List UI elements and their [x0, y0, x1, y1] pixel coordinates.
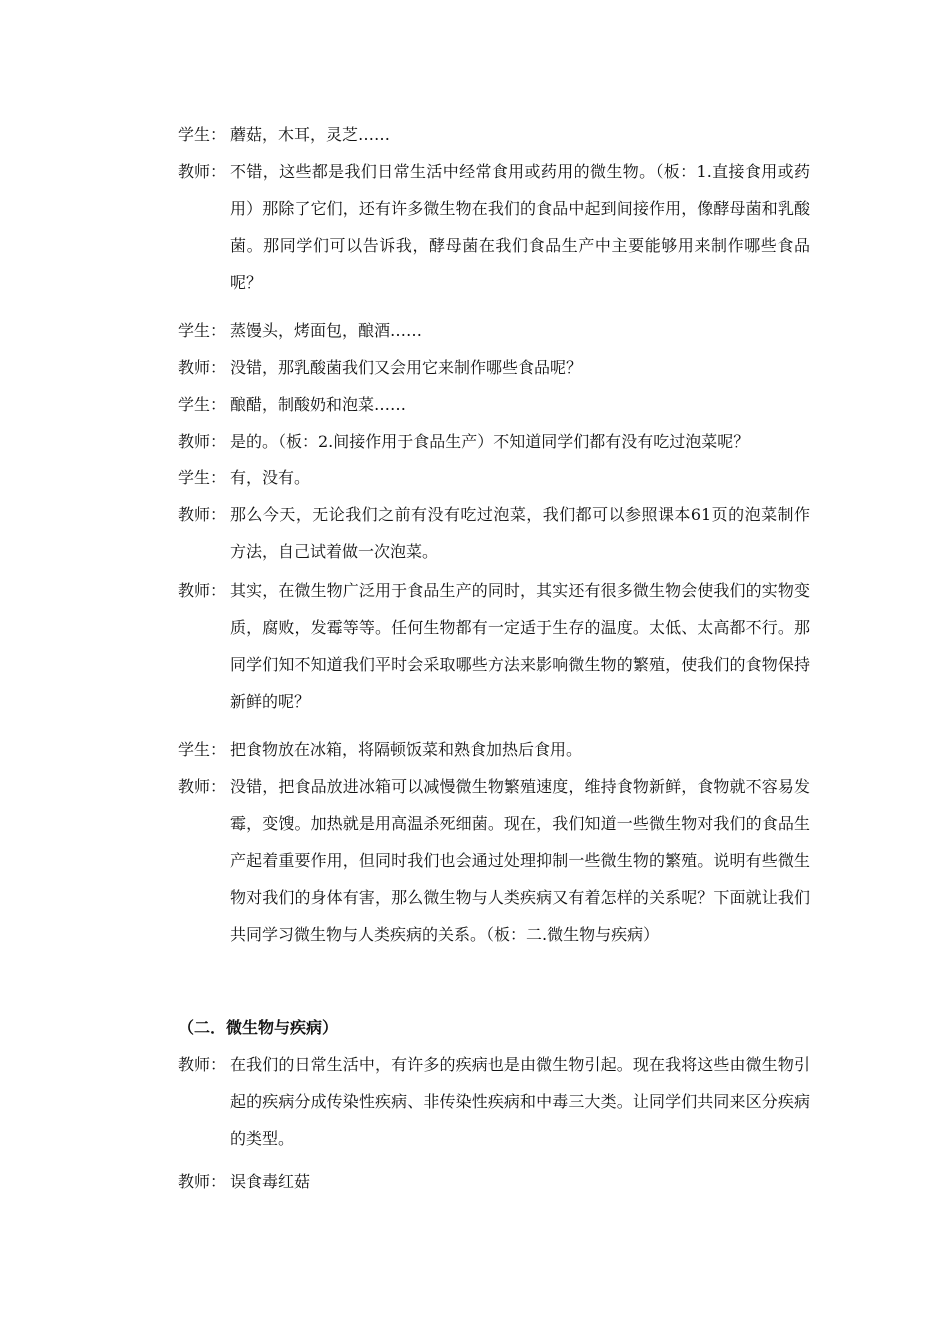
- dialogue-text: 蒸馒头，烤面包，酿酒……: [230, 321, 423, 340]
- dialogue-entry: [178, 459, 810, 496]
- speaker-label: 教师：: [178, 1172, 227, 1191]
- dialogue-text: 没错，把食品放进冰箱可以减慢微生物繁殖速度，维持食物新鲜，食物就不容易发霉，变馊。加热就是用高温杀死细菌。现在，我们知道一些微生物对我们的食品生产起着重要作用，但同时我们也会通过处理抑制一些微生物的繁殖。说明有些微生物对我们的身体有害，那么微生物与人类疾病又有着怎样的关系呢？下面就让我们共同学习微生物与人类疾病的关系。（板：二.微生物与疾病）: [230, 777, 810, 944]
- dialogue-text: 那么今天，无论我们之前有没有吃过泡菜，我们都可以参照课本61页的泡菜制作方法，自己试着做一次泡菜。: [230, 505, 810, 561]
- dialogue-entry: [178, 423, 810, 460]
- speaker-label: 教师：: [178, 777, 227, 796]
- speaker-label: 学生：: [178, 740, 227, 759]
- dialogue-entry: [178, 572, 810, 720]
- section-heading: （二．微生物与疾病）: [178, 1018, 339, 1037]
- speaker-label: 学生：: [178, 468, 227, 487]
- speaker-label: 教师：: [178, 432, 227, 451]
- dialogue-entry: [178, 1046, 810, 1157]
- speaker-label: 教师：: [178, 358, 227, 377]
- dialogue-text: 没错，那乳酸菌我们又会用它来制作哪些食品呢？: [230, 358, 583, 377]
- speaker-label: 教师：: [178, 505, 227, 524]
- dialogue-entry: [178, 496, 810, 570]
- dialogue-text: 是的。（板：2.间接作用于食品生产）不知道同学们都有没有吃过泡菜呢？: [230, 432, 750, 451]
- dialogue-text: 蘑菇，木耳，灵芝……: [230, 125, 391, 144]
- dialogue-text: 不错，这些都是我们日常生活中经常食用或药用的微生物。（板：1.直接食用或药用）那除了它们，还有许多微生物在我们的食品中起到间接作用，像酵母菌和乳酸菌。那同学们可以告诉我，酵母菌在我们食品生产中主要能够用来制作哪些食品呢？: [230, 162, 810, 292]
- dialogue-text: 有，没有。: [230, 468, 311, 487]
- speaker-label: 教师：: [178, 1055, 227, 1074]
- dialogue-entry: [178, 386, 810, 423]
- dialogue-text: 其实，在微生物广泛用于食品生产的同时，其实还有很多微生物会使我们的实物变质，腐败，发霉等等。任何生物都有一定适于生存的温度。太低、太高都不行。那同学们知不知道我们平时会采取哪些方法来影响微生物的繁殖，使我们的食物保持新鲜的呢？: [230, 581, 810, 711]
- speaker-label: 教师：: [178, 162, 227, 181]
- dialogue-text: 在我们的日常生活中，有许多的疾病也是由微生物引起。现在我将这些由微生物引起的疾病分成传染性疾病、非传染性疾病和中毒三大类。让同学们共同来区分疾病的类型。: [230, 1055, 810, 1148]
- speaker-label: 教师：: [178, 581, 227, 600]
- dialogue-entry: [178, 768, 810, 953]
- dialogue-text: 误食毒红菇: [230, 1172, 311, 1191]
- dialogue-entry: [178, 116, 810, 153]
- speaker-label: 学生：: [178, 321, 227, 340]
- dialogue-entry: [178, 312, 810, 349]
- dialogue-entry: [178, 1163, 810, 1200]
- dialogue-text: 酿醋，制酸奶和泡菜……: [230, 395, 407, 414]
- dialogue-text: 把食物放在冰箱，将隔顿饭菜和熟食加热后食用。: [230, 740, 583, 759]
- speaker-label: 学生：: [178, 125, 227, 144]
- speaker-label: 学生：: [178, 395, 227, 414]
- dialogue-entry: [178, 349, 810, 386]
- dialogue-entry: [178, 153, 810, 301]
- dialogue-entry: [178, 731, 810, 768]
